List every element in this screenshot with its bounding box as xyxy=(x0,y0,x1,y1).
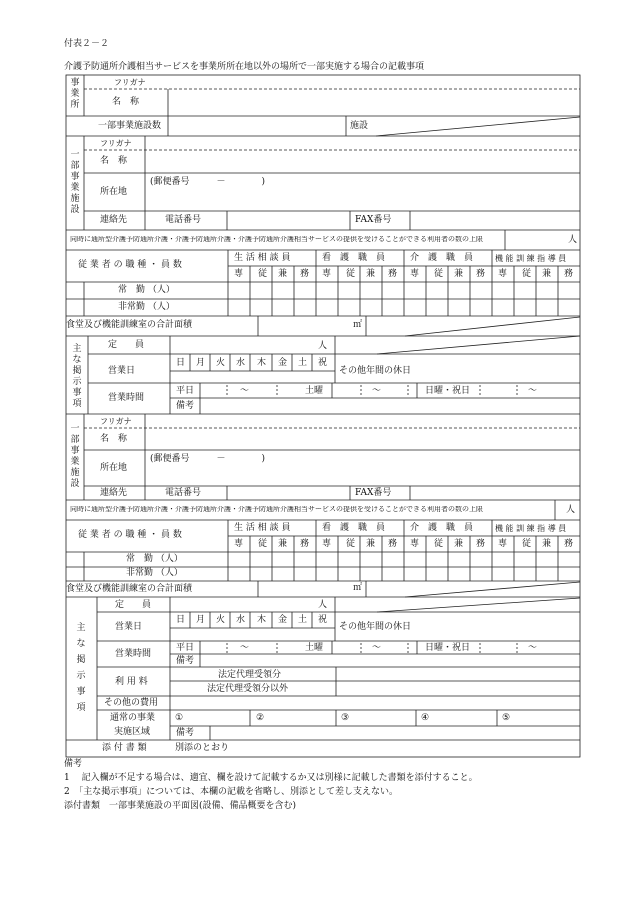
facility1-staff-header: 従 業 者 の 職 種 ・ 員 数 xyxy=(78,260,182,270)
day-mon: 月 xyxy=(196,358,206,368)
day-wed: 水 xyxy=(236,358,246,368)
facility1-contact-label: 連絡先 xyxy=(100,215,128,225)
facility1-address-label: 所在地 xyxy=(100,187,128,197)
facility1-vertical-label: 一部事業施設 xyxy=(70,150,80,215)
parttime-label: 非常勤 （人） xyxy=(126,568,183,578)
col-ken: 兼 xyxy=(542,539,552,549)
parttime-label: 非常勤 （人） xyxy=(118,302,175,312)
facility1-name-label: 名 称 xyxy=(100,156,128,166)
tilde: ～ xyxy=(240,643,250,653)
facility2-capacity-unit: 人 xyxy=(566,505,576,515)
area-num-2: ② xyxy=(256,713,265,723)
hours-weekday: 平日 xyxy=(176,643,195,653)
notice1-vertical-label: 主な掲示事項 xyxy=(72,344,82,409)
day-sun: 日 xyxy=(176,358,186,368)
role-caregiver: 介 護 職 員 xyxy=(410,253,474,263)
col-ken: 兼 xyxy=(366,269,376,279)
col-sen: 専 xyxy=(322,269,332,279)
day-sat: 土 xyxy=(298,358,308,368)
attachment-value: 別添のとおり xyxy=(175,743,230,753)
role-caregiver: 介 護 職 員 xyxy=(410,523,474,533)
notice1-days-label: 営業日 xyxy=(108,366,136,376)
col-ju: 従 xyxy=(258,539,268,549)
col-mu: 務 xyxy=(300,539,310,549)
col-ju: 従 xyxy=(346,539,356,549)
col-mu: 務 xyxy=(476,269,486,279)
facility2-fax-label: FAX番号 xyxy=(355,488,392,498)
day-wed: 水 xyxy=(236,615,246,625)
col-sen: 専 xyxy=(234,269,244,279)
service-area-label-1: 通常の事業 xyxy=(110,713,156,723)
note-3: 添付書類 一部事業施設の平面図(設備、備品概要を含む) xyxy=(64,801,297,811)
area-remarks-label: 備考 xyxy=(176,728,195,738)
fee-nonproxy-label: 法定代理受領分以外 xyxy=(207,684,289,694)
notice2-holidays-label: その他年間の休日 xyxy=(339,622,412,632)
facility2-tel-label: 電話番号 xyxy=(165,488,202,498)
col-ju: 従 xyxy=(522,269,532,279)
col-sen: 専 xyxy=(498,269,508,279)
day-holiday: 祝 xyxy=(318,358,328,368)
col-mu: 務 xyxy=(564,539,574,549)
office-vertical-label: 事業所 xyxy=(70,78,80,110)
facility1-postal: (郵便番号 － ) xyxy=(150,177,266,187)
day-fri: 金 xyxy=(278,615,288,625)
hours-sunday: 日曜・祝日 xyxy=(425,643,471,653)
day-holiday: 祝 xyxy=(318,615,328,625)
col-ken: 兼 xyxy=(366,539,376,549)
notice1-capacity-label: 定 員 xyxy=(108,340,145,350)
col-mu: 務 xyxy=(300,269,310,279)
office-name-label: 名 称 xyxy=(112,97,140,107)
tilde: ～ xyxy=(240,386,250,396)
office-furigana-label: フリガナ xyxy=(114,78,146,87)
notice1-holidays-label: その他年間の休日 xyxy=(339,366,412,376)
notice1-hours-label: 営業時間 xyxy=(108,393,145,403)
role-counselor: 生 活 相 談 員 xyxy=(234,523,291,533)
col-ken: 兼 xyxy=(278,269,288,279)
notice2-hours-label: 営業時間 xyxy=(115,649,152,659)
facility2-vertical-label: 一部事業施設 xyxy=(70,424,80,489)
hours-weekday: 平日 xyxy=(176,386,195,396)
area-label: 食堂及び機能訓練室の合計面積 xyxy=(66,320,193,330)
notice2-days-label: 営業日 xyxy=(115,622,143,632)
facility1-fax-label: FAX番号 xyxy=(355,215,392,225)
col-mu: 務 xyxy=(388,269,398,279)
col-ju: 従 xyxy=(522,539,532,549)
tilde: ～ xyxy=(528,386,538,396)
hours-saturday: 土曜 xyxy=(305,643,324,653)
area-unit: ㎡ xyxy=(353,320,363,330)
notice2-remarks-label: 備考 xyxy=(176,656,195,666)
facility2-contact-label: 連絡先 xyxy=(100,488,128,498)
area-num-4: ④ xyxy=(421,713,430,723)
hours-saturday: 土曜 xyxy=(305,386,324,396)
other-fee-label: その他の費用 xyxy=(104,698,159,708)
col-sen: 専 xyxy=(410,539,420,549)
col-ju: 従 xyxy=(258,269,268,279)
hours-sunday: 日曜・祝日 xyxy=(425,386,471,396)
role-counselor: 生 活 相 談 員 xyxy=(234,253,291,263)
note-2: 2 「主な掲示事項」については、本欄の記載を省略し、別添として差し支えない。 xyxy=(64,787,399,797)
facility2-name-label: 名 称 xyxy=(100,434,128,444)
col-ju: 従 xyxy=(346,269,356,279)
col-mu: 務 xyxy=(476,539,486,549)
area-label: 食堂及び機能訓練室の合計面積 xyxy=(66,584,193,594)
day-sun: 日 xyxy=(176,615,186,625)
role-nurse: 看 護 職 員 xyxy=(322,523,386,533)
col-sen: 専 xyxy=(498,539,508,549)
notice2-capacity-unit: 人 xyxy=(318,600,328,610)
area-unit: ㎡ xyxy=(353,583,363,593)
day-mon: 月 xyxy=(196,615,206,625)
col-mu: 務 xyxy=(564,269,574,279)
day-fri: 金 xyxy=(278,358,288,368)
attachment-label: 添 付 書 類 xyxy=(102,743,147,753)
col-ju: 従 xyxy=(434,539,444,549)
col-ken: 兼 xyxy=(542,269,552,279)
facility2-furigana-label: フリガナ xyxy=(100,417,132,426)
facility1-furigana-label: フリガナ xyxy=(100,139,132,148)
fee-label: 利 用 料 xyxy=(115,677,148,687)
area-num-1: ① xyxy=(175,713,184,723)
note-1: 1 記入欄が不足する場合は、適宜、欄を設けて記載するか又は別様に記載した書類を添付すること。 xyxy=(64,773,478,783)
facility2-staff-header: 従 業 者 の 職 種 ・ 員 数 xyxy=(78,530,182,540)
col-sen: 専 xyxy=(234,539,244,549)
col-ken: 兼 xyxy=(278,539,288,549)
notice1-remarks-label: 備考 xyxy=(176,401,195,411)
col-ken: 兼 xyxy=(454,539,464,549)
col-sen: 専 xyxy=(410,269,420,279)
role-trainer: 機 能 訓 練 指 導 員 xyxy=(495,254,567,263)
facility-count-unit: 施設 xyxy=(350,121,369,131)
facility1-capacity-label: 同時に通所型介護予防通所介護・介護予防通所介護・介護予防通所介護相当サービスの提供を受けることができる利用者の数の上限 xyxy=(70,236,483,243)
area-num-5: ⑤ xyxy=(502,713,511,723)
day-thu: 木 xyxy=(257,358,267,368)
fulltime-label: 常 勤 （人） xyxy=(118,285,175,295)
facility2-postal: (郵便番号 － ) xyxy=(150,454,266,464)
fulltime-label: 常 勤 （人） xyxy=(126,554,183,564)
tilde: ～ xyxy=(372,386,382,396)
form-title: 介護予防通所介護相当サービスを事業所所在地以外の場所で一部実施する場合の記載事項 xyxy=(64,62,425,72)
facility1-capacity-unit: 人 xyxy=(568,235,578,245)
day-tue: 火 xyxy=(216,358,226,368)
area-num-3: ③ xyxy=(341,713,350,723)
day-sat: 土 xyxy=(298,615,308,625)
notice1-capacity-unit: 人 xyxy=(318,341,328,351)
table-number: 付表２－２ xyxy=(64,39,110,49)
facility1-tel-label: 電話番号 xyxy=(165,215,202,225)
tilde: ～ xyxy=(372,643,382,653)
col-ken: 兼 xyxy=(454,269,464,279)
notice2-vertical-label: 主な掲示事項 xyxy=(76,623,86,713)
role-trainer: 機 能 訓 練 指 導 員 xyxy=(495,524,567,533)
tilde: ～ xyxy=(528,643,538,653)
notice2-capacity-label: 定 員 xyxy=(115,600,152,610)
fee-proxy-label: 法定代理受領分 xyxy=(218,670,282,680)
col-ju: 従 xyxy=(434,269,444,279)
notes-heading: 備考 xyxy=(64,759,83,769)
role-nurse: 看 護 職 員 xyxy=(322,253,386,263)
facility2-capacity-label: 同時に通所型介護予防通所介護・介護予防通所介護・介護予防通所介護相当サービスの提供を受けることができる利用者の数の上限 xyxy=(70,506,483,513)
col-sen: 専 xyxy=(322,539,332,549)
service-area-label-2: 実施区域 xyxy=(114,727,151,737)
facility2-address-label: 所在地 xyxy=(100,463,128,473)
facility-count-label: 一部事業施設数 xyxy=(98,121,162,131)
day-tue: 火 xyxy=(216,615,226,625)
col-mu: 務 xyxy=(388,539,398,549)
day-thu: 木 xyxy=(257,615,267,625)
